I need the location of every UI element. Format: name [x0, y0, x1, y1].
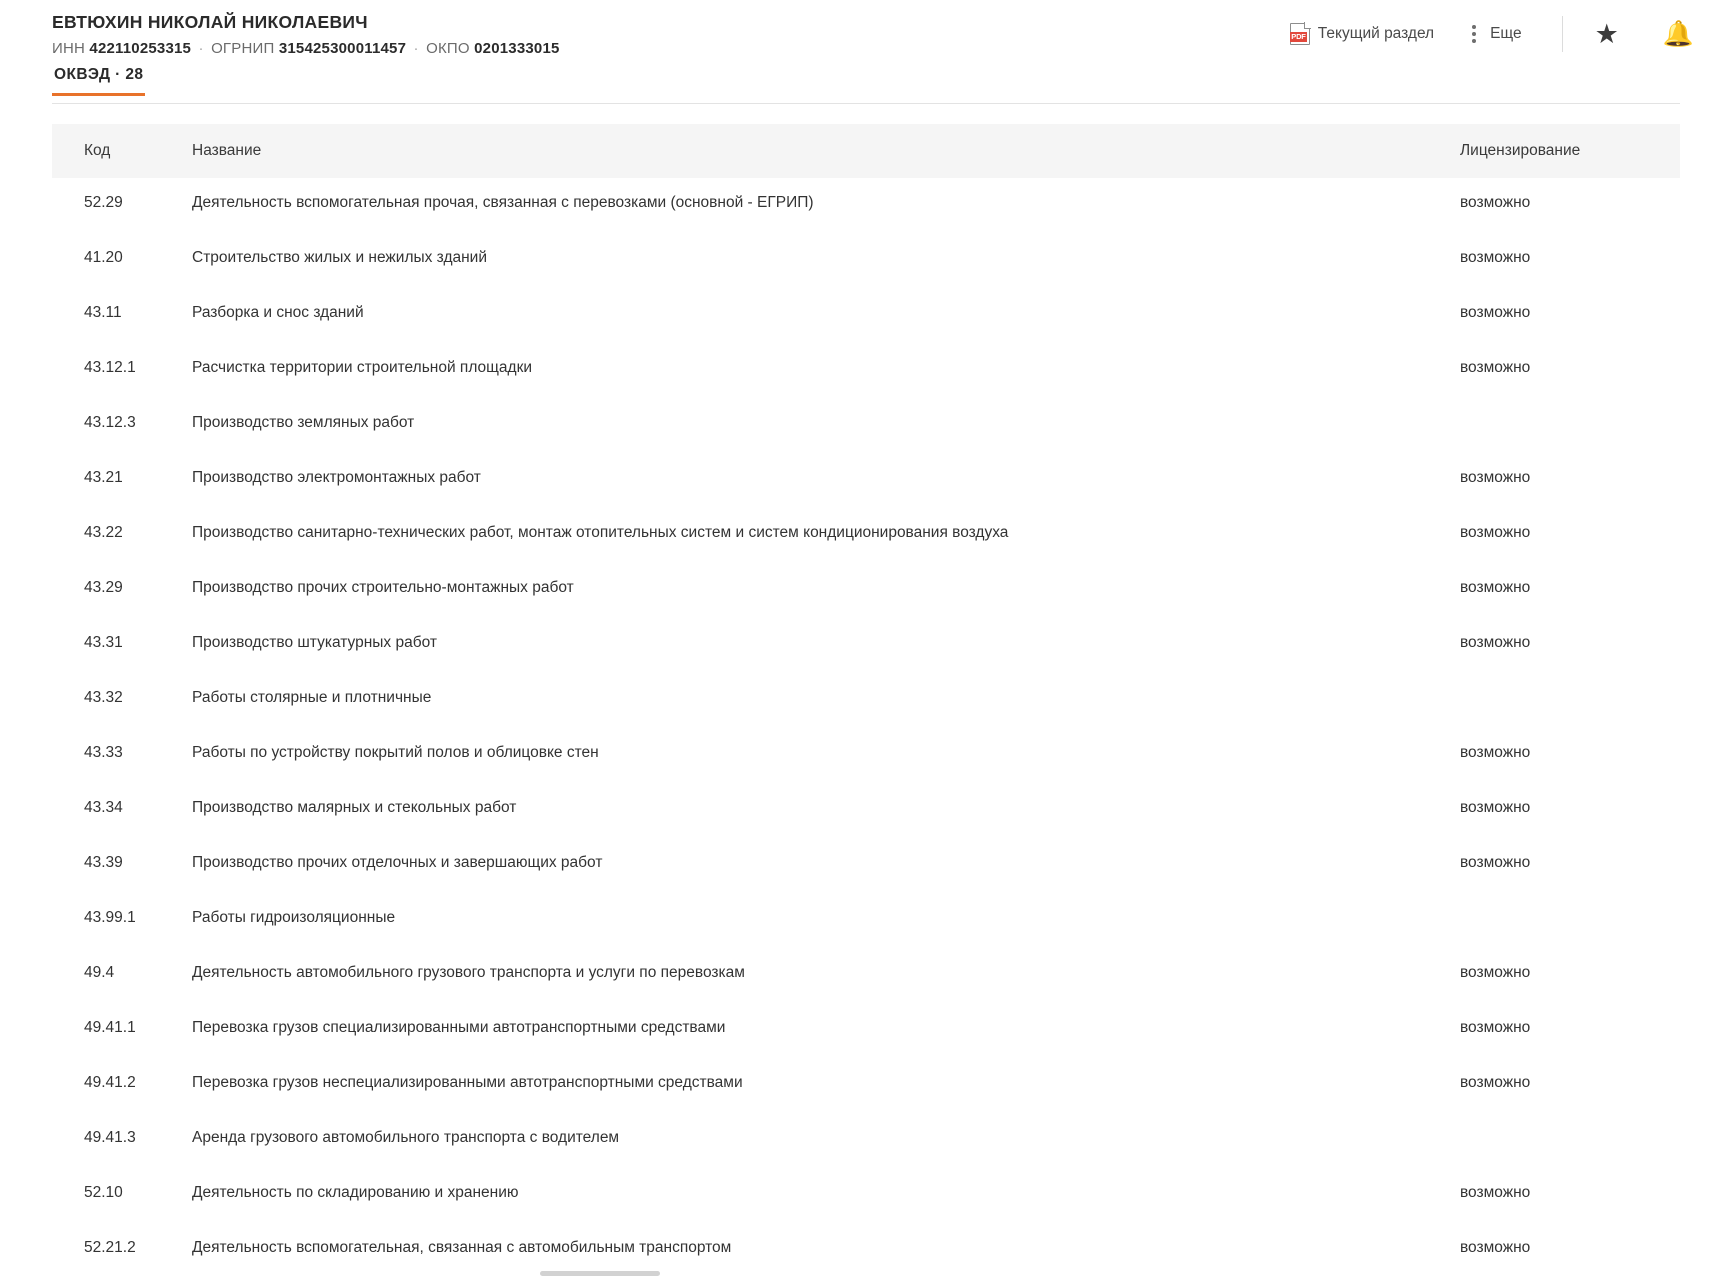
cell-code: 49.41.2 — [84, 1074, 136, 1091]
cell-name: Производство прочих отделочных и завершающих работ — [192, 854, 603, 871]
scrollbar-thumb[interactable] — [540, 1271, 660, 1276]
cell-name: Производство штукатурных работ — [192, 634, 437, 651]
cell-code: 43.39 — [84, 854, 123, 871]
cell-code: 43.34 — [84, 799, 123, 816]
cell-license — [1450, 893, 1680, 948]
cell-name: Производство земляных работ — [192, 414, 415, 431]
table-row[interactable] — [52, 343, 1680, 398]
cell-name: Производство электромонтажных работ — [192, 469, 481, 486]
table-header-row — [52, 124, 1680, 178]
cell-name: Деятельность вспомогательная прочая, связанная с перевозками (основной - ЕГРИП) — [192, 194, 814, 211]
table-row[interactable] — [52, 728, 1680, 783]
cell-license: возможно — [1460, 359, 1531, 376]
cell-name: Работы столярные и плотничные — [192, 689, 432, 706]
cell-name: Производство прочих строительно-монтажных работ — [192, 579, 574, 596]
pdf-icon-label: PDF — [1291, 32, 1306, 41]
table-row[interactable] — [52, 1058, 1680, 1113]
table-row[interactable] — [52, 563, 1680, 618]
company-info — [52, 10, 1280, 57]
table-row[interactable] — [52, 673, 1680, 728]
export-pdf-button[interactable] — [1280, 17, 1444, 51]
cell-license: возможно — [1460, 634, 1531, 651]
header-actions — [1280, 10, 1706, 52]
cell-license: возможно — [1460, 1074, 1531, 1091]
cell-license: возможно — [1460, 854, 1531, 871]
cell-name: Деятельность по складированию и хранению — [192, 1184, 519, 1201]
cell-license: возможно — [1460, 524, 1531, 541]
cell-license: возможно — [1460, 304, 1531, 321]
cell-name: Перевозка грузов специализированными автотранспортными средствами — [192, 1019, 726, 1036]
cell-name: Перевозка грузов неспециализированными автотранспортными средствами — [192, 1074, 743, 1091]
company-identifiers — [52, 40, 1280, 57]
cell-license — [1450, 673, 1680, 728]
cell-code: 43.31 — [84, 634, 123, 651]
table-row[interactable] — [52, 948, 1680, 1003]
okpo-label: ОКПО — [426, 40, 470, 57]
cell-name: Производство санитарно-технических работ, монтаж отопительных систем и систем кондиционирования воздуха — [192, 524, 1009, 541]
table-row[interactable] — [52, 398, 1680, 453]
pdf-icon — [1290, 23, 1310, 45]
table-row[interactable] — [52, 838, 1680, 893]
cell-code: 43.99.1 — [84, 909, 136, 926]
cell-license: возможно — [1460, 1239, 1531, 1256]
cell-license: возможно — [1460, 799, 1531, 816]
table-row[interactable] — [52, 618, 1680, 673]
table-row[interactable] — [52, 178, 1680, 233]
page-header — [0, 0, 1732, 62]
cell-code: 43.12.1 — [84, 359, 136, 376]
header-divider — [1562, 16, 1563, 52]
column-header-code: Код — [52, 124, 164, 178]
section-tabbar — [0, 62, 1732, 104]
more-menu-button[interactable] — [1444, 19, 1532, 49]
inn-label: ИНН — [52, 40, 86, 57]
column-header-license: Лицензирование — [1450, 124, 1680, 178]
table-row[interactable] — [52, 1168, 1680, 1223]
cell-code: 43.33 — [84, 744, 123, 761]
table-row[interactable] — [52, 783, 1680, 838]
id-separator-2: · — [413, 40, 419, 57]
more-menu-label: Еще — [1490, 25, 1522, 42]
company-name: ЕВТЮХИН НИКОЛАЙ НИКОЛАЕВИЧ — [52, 12, 368, 32]
table-row[interactable] — [52, 508, 1680, 563]
cell-code: 43.29 — [84, 579, 123, 596]
cell-code: 52.10 — [84, 1184, 123, 1201]
cell-name: Работы по устройству покрытий полов и облицовке стен — [192, 744, 599, 761]
cell-code: 41.20 — [84, 249, 123, 266]
cell-code: 43.22 — [84, 524, 123, 541]
table-row[interactable] — [52, 288, 1680, 343]
table-row[interactable] — [52, 453, 1680, 508]
id-separator-1: · — [198, 40, 204, 57]
ogrnip-label: ОГРНИП — [211, 40, 275, 57]
cell-license: возможно — [1460, 469, 1531, 486]
cell-license: возможно — [1460, 744, 1531, 761]
favorite-star-icon[interactable]: ★ — [1594, 18, 1619, 49]
table-body — [52, 178, 1680, 1278]
tab-okved[interactable]: ОКВЭД · 28 — [52, 62, 145, 96]
horizontal-scrollbar[interactable] — [0, 1268, 1732, 1278]
cell-code: 52.29 — [84, 194, 123, 211]
okpo-value: 0201333015 — [474, 40, 560, 57]
export-pdf-label: Текущий раздел — [1317, 25, 1435, 42]
cell-license: возможно — [1460, 964, 1531, 981]
cell-license: возможно — [1460, 249, 1531, 266]
cell-name: Аренда грузового автомобильного транспорта с водителем — [192, 1129, 620, 1146]
cell-name: Разборка и снос зданий — [192, 304, 364, 321]
table-row[interactable] — [52, 893, 1680, 948]
inn-value: 422110253315 — [89, 40, 192, 57]
ogrnip-value: 315425300011457 — [278, 40, 407, 57]
cell-code: 43.12.3 — [84, 414, 136, 431]
cell-name: Производство малярных и стекольных работ — [192, 799, 517, 816]
cell-license: возможно — [1460, 1019, 1531, 1036]
cell-name: Деятельность автомобильного грузового транспорта и услуги по перевозкам — [192, 964, 745, 981]
table-row[interactable] — [52, 1003, 1680, 1058]
okved-table — [52, 124, 1680, 1278]
cell-code: 43.21 — [84, 469, 123, 486]
table-header — [52, 124, 1680, 178]
table-row[interactable] — [52, 1113, 1680, 1168]
notifications-bell-icon[interactable]: 🔔 — [1662, 19, 1694, 48]
cell-license — [1450, 1113, 1680, 1168]
cell-license: возможно — [1460, 579, 1531, 596]
cell-code: 49.41.3 — [84, 1129, 136, 1146]
cell-code: 49.41.1 — [84, 1019, 136, 1036]
cell-code: 52.21.2 — [84, 1239, 136, 1256]
cell-license: возможно — [1460, 1184, 1531, 1201]
cell-license — [1450, 398, 1680, 453]
cell-name: Деятельность вспомогательная, связанная с автомобильным транспортом — [192, 1239, 732, 1256]
cell-code: 43.11 — [84, 304, 122, 321]
table-row[interactable] — [52, 233, 1680, 288]
okved-table-container — [0, 104, 1732, 1278]
cell-license: возможно — [1460, 194, 1531, 211]
kebab-menu-icon — [1454, 25, 1482, 43]
cell-code: 49.4 — [84, 964, 115, 981]
column-header-name: Название — [164, 124, 1450, 178]
cell-code: 43.32 — [84, 689, 123, 706]
cell-name: Строительство жилых и нежилых зданий — [192, 249, 487, 266]
cell-name: Работы гидроизоляционные — [192, 909, 396, 926]
cell-name: Расчистка территории строительной площадки — [192, 359, 533, 376]
